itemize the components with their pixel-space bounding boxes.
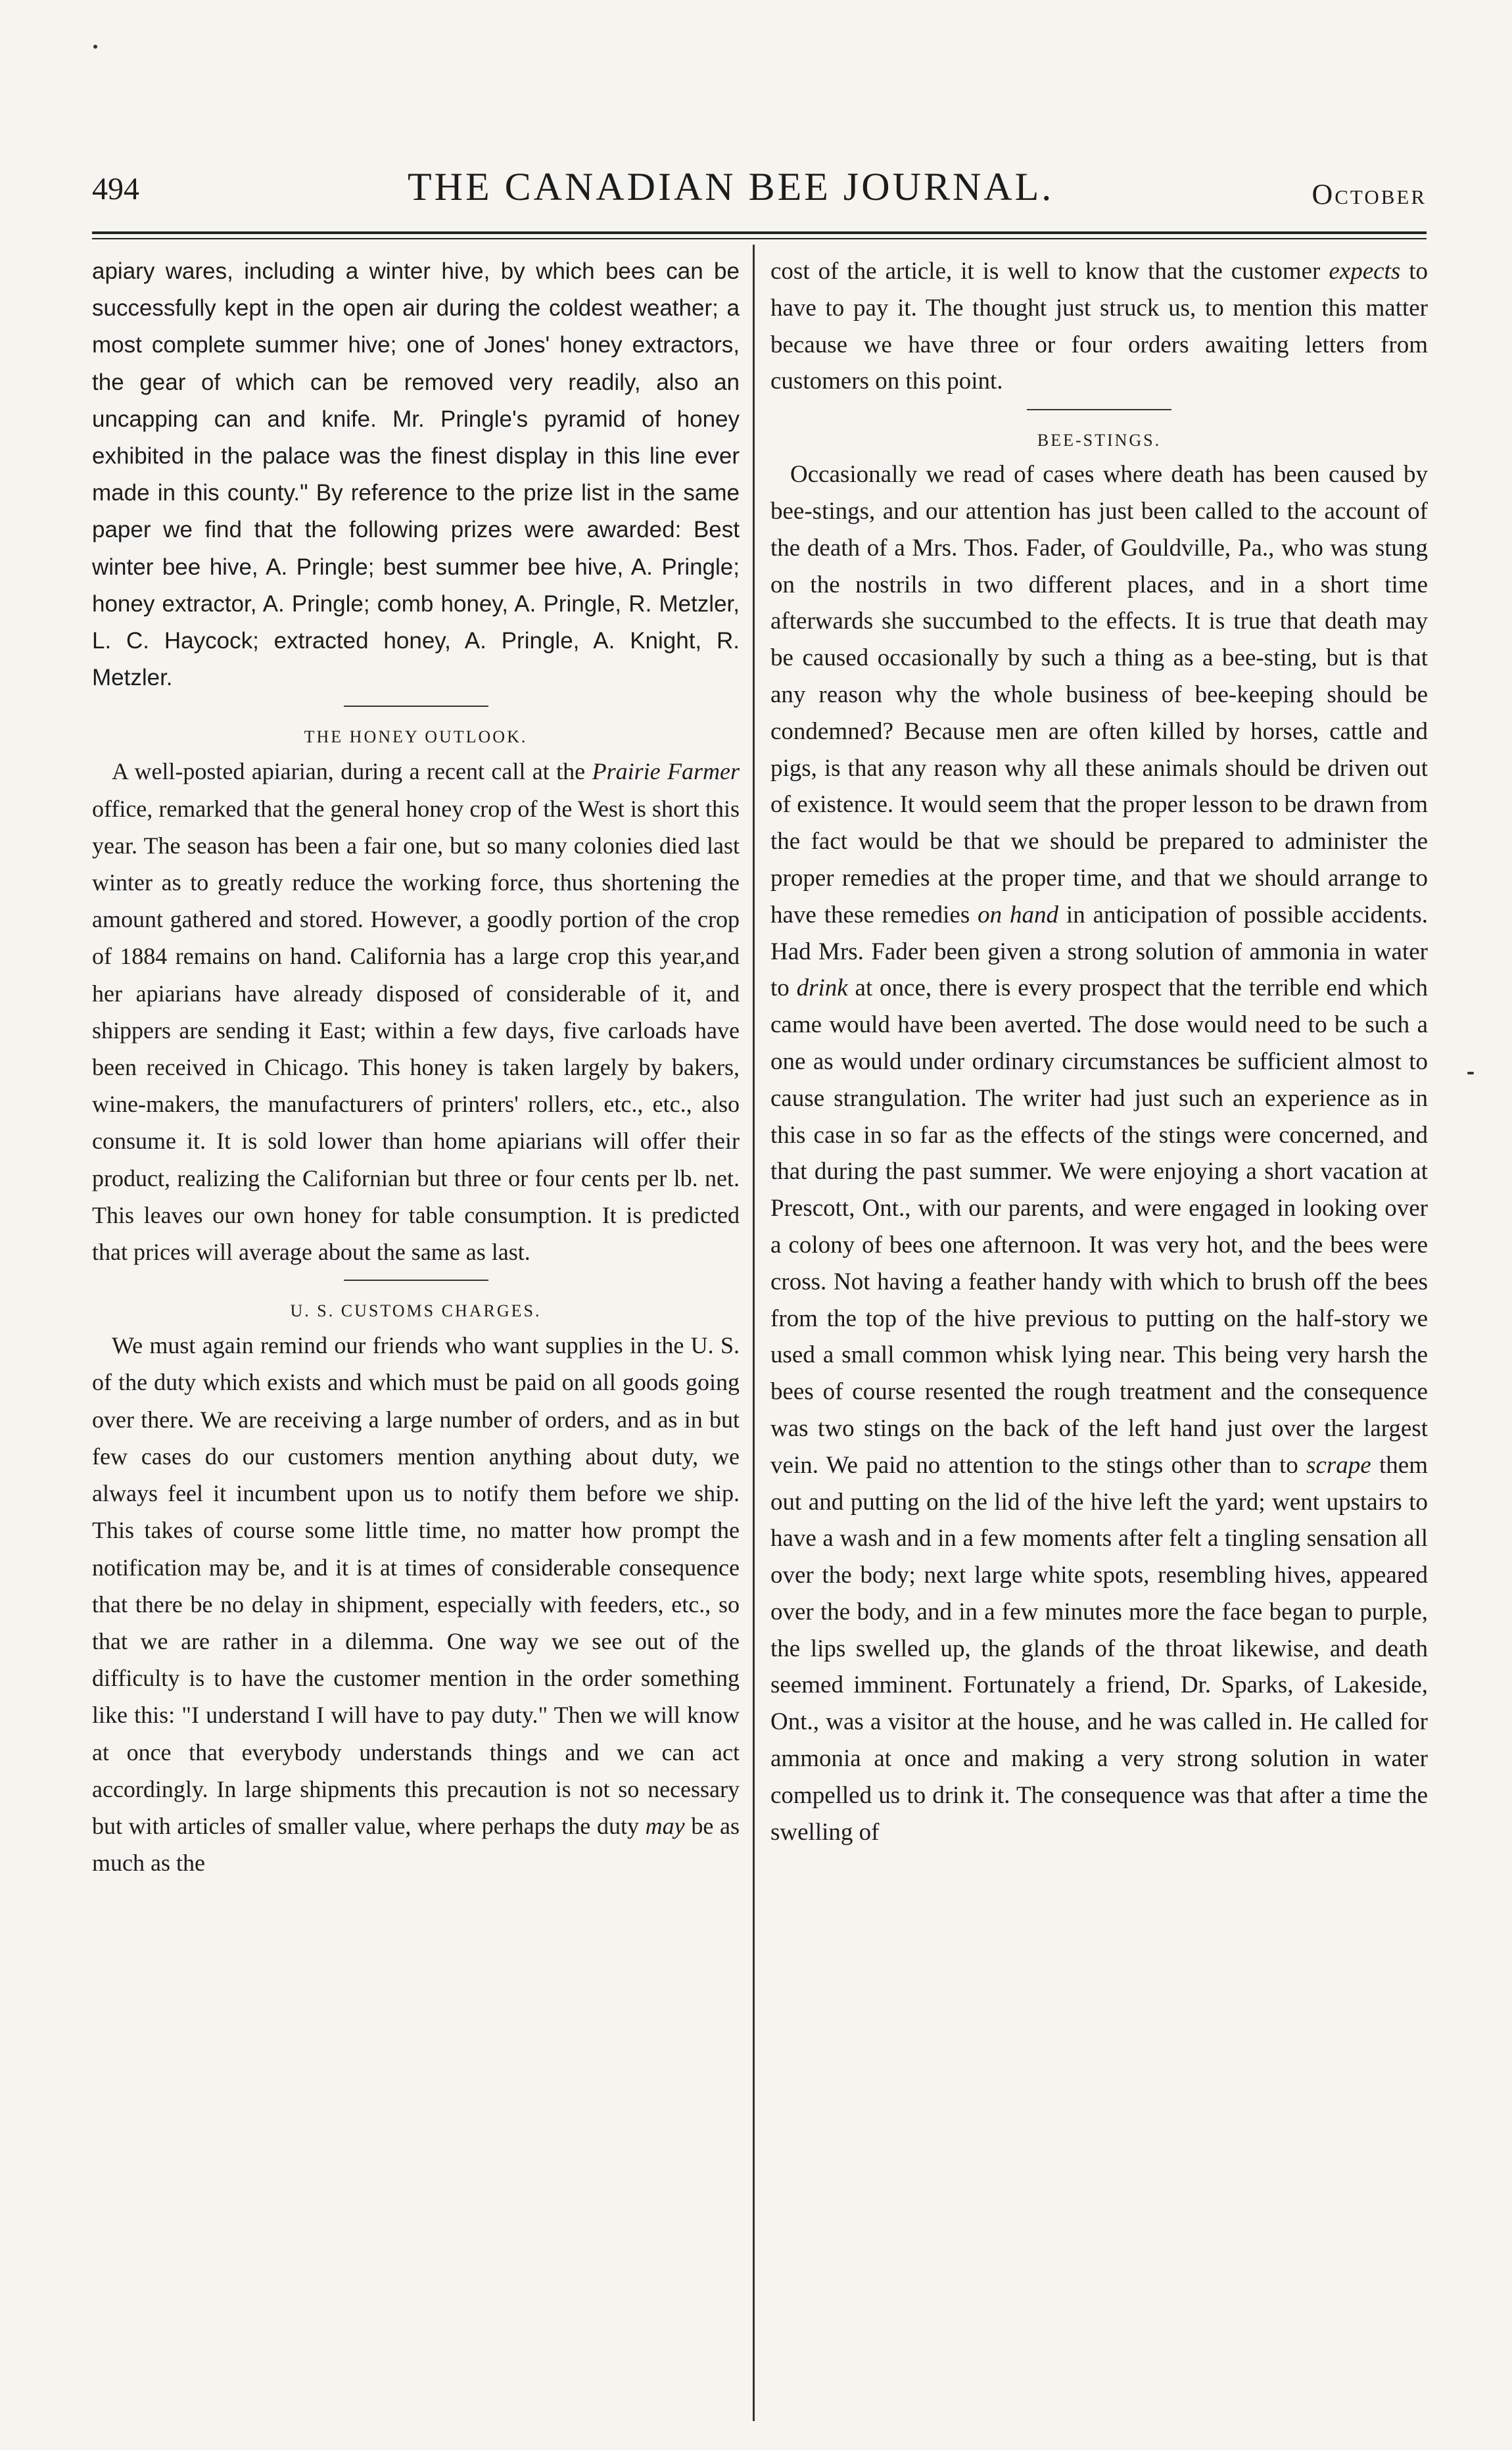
print-speck <box>93 45 97 49</box>
paragraph-bee-stings: Occasionally we read of cases where death has been caused by bee-stings, and our attention has just been called to the account of the death of a Mrs. Thos. Fader, of Gouldville, Pa., who was stung on the nostrils in two different places, and in a short time afterwards she succumbed to the effects. It is true that death may be caused occasionally by such a thing as a bee-sting, but is that any reason why the whole business of bee-keeping should be condemned? Because men are often killed by horses, cattle and pigs, is that any reason why all these animals should be driven out of existence. It would seem that the proper lesson to be drawn from the fact would be that we should be prepared to administer the proper remedies at the proper time, and that we should arrange to have these remedies on hand in anticipation of possible accidents. Had Mrs. Fader been given a strong solution of ammonia in water to drink at once, there is every prospect that the terrible end which came would have been averted. The dose would need to be such a one as would under ordinary circumstances be sufficient almost to cause strangulation. The writer had just such an experience as in this case in so far as the effects of the stings were concerned, and that during the past summer. We were enjoying a short vacation at Prescott, Ont., with our parents, and were engaged in looking over a colony of bees one afternoon. It was very hot, and the bees were cross. Not having a feather handy with which to brush off the bees from the top of the hive previous to putting on the half-story we used a small common whisk lying near. This being very harsh the bees of course resented the rough treatment and the consequence was two stings on the back of the left hand just over the largest vein. We paid no attention to the stings other than to scrape them out and putting on the lid of the hive left the yard; went upstairs to have a wash and in a few moments after felt a tingling sensation all over the body; next large white spots, resembling hives, appeared over the body, and in a few minutes more the face began to purple, the lips swelled up, the glands of the throat likewise, and death seemed imminent. Fortunately a friend, Dr. Sparks, of Lakeside, Ont., was a visitor at the house, and he was called in. He called for ammonia at once and making a very strong solution in water compelled us to drink it. The consequence was that after a time the swelling of <box>770 461 1428 1846</box>
heading-customs-charges: U. S. CUSTOMS CHARGES. <box>290 1301 542 1321</box>
right-column <box>770 253 1428 2423</box>
header-rule-thick <box>92 231 1427 234</box>
page-header <box>92 164 1427 217</box>
section-rule <box>344 1280 488 1281</box>
heading-honey-outlook: THE HONEY OUTLOOK. <box>304 727 528 747</box>
section-rule <box>1027 409 1171 410</box>
paragraph-cost-continuation: cost of the article, it is well to know that the customer expects to have to pay it. The thought just struck us, to mention this matter because we have three or four orders awaiting letters from customers on this point. <box>770 258 1428 395</box>
heading-bee-stings: BEE-STINGS. <box>1037 431 1162 450</box>
journal-title: THE CANADIAN BEE JOURNAL. <box>408 165 1054 208</box>
paragraph-customs-charges: We must again remind our friends who want supplies in the U. S. of the duty which exists and which must be paid on all goods going over there. We are receiving a large number of orders, and as in but few cases do our customers mention anything about duty, we always feel it incumbent upon us to notify them before we ship. This takes of course some little time, no matter how prompt the notification may be, and it is at times of considerable consequence that there be no delay in shipment, especially with feeders, etc., so that we are rather in a dilemma. One way we see out of the difficulty is to have the customer mention in the order something like this: "I understand I will have to pay duty." Then we will know at once that everybody understands things and we can act accordingly. In large shipments this precaution is not so necessary but with articles of smaller value, where perhaps the duty may be as much as the <box>92 1332 740 1877</box>
paragraph-apiary-wares: apiary wares, including a winter hive, by which bees can be successfully kept in the open air during the coldest weather; a most complete summer hive; one of Jones' honey extractors, the gear of which can be removed very readily, also an uncapping can and knife. Mr. Pringle's pyramid of honey exhibited in the palace was the finest display in this line ever made in this county." By reference to the prize list in the same paper we find that the following prizes were awarded: Best winter bee hive, A. Pringle; best summer bee hive, A. Pringle; honey extractor, A. Pringle; comb honey, A. Pringle, R. Metzler, L. C. Haycock; extracted honey, A. Pringle, A. Knight, R. Metzler. <box>92 258 740 691</box>
paragraph-honey-outlook: A well-posted apiarian, during a recent call at the Prairie Farmer office, remarked that the general honey crop of the West is short this year. The season has been a fair one, but so many colonies died last winter as to greatly reduce the working force, thus shortening the amount gathered and stored. However, a goodly portion of the crop of 1884 remains on hand. California has a large crop this year,and her apiarians have already disposed of considerable of it, and shippers are sending it East; within a few days, five carloads have been received in Chicago. This honey is taken largely by bakers, wine-makers, the manufacturers of printers' rollers, etc., etc., also consume it. It is sold lower than home apiarians will offer their product, realizing the Californian but three or four cents per lb. net. This leaves our own honey for table consumption. It is predicted that prices will average about the same as last. <box>92 758 740 1266</box>
left-column <box>92 253 740 2423</box>
column-divider <box>753 245 755 2421</box>
print-speck <box>1467 1072 1474 1074</box>
issue-month: October <box>1311 178 1427 210</box>
header-rule-thin <box>92 238 1427 239</box>
section-rule <box>344 706 488 707</box>
page-number: 494 <box>92 172 139 206</box>
